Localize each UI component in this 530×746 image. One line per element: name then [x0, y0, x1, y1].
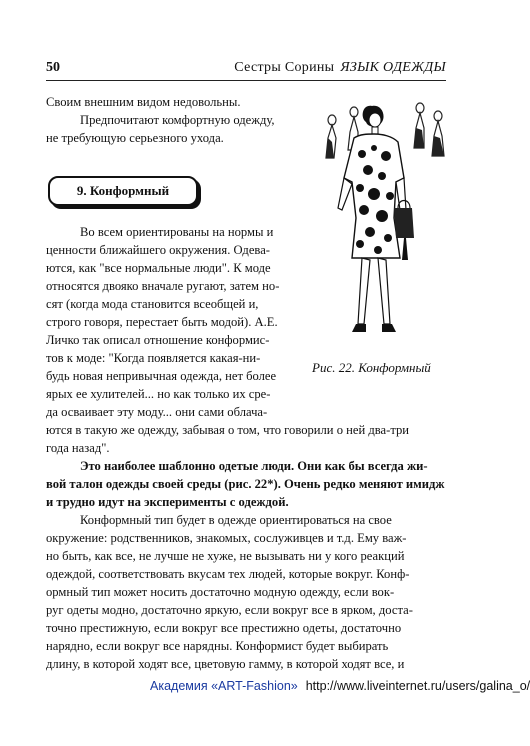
body-line: нарядно, если вокруг все нарядны. Конформист будет выбирать [46, 639, 389, 653]
body-line: длину, в которой ходят все, цветовую гамму, в которой ходят все, и [46, 657, 405, 671]
header-authors: Сестры Сорины [234, 60, 335, 75]
conformist-figure-drawing [312, 98, 448, 350]
site-watermark[interactable] [150, 679, 530, 693]
header-book-title: ЯЗЫК ОДЕЖДЫ [340, 60, 446, 75]
left-line: будь новая непривычная одежда, нет более [46, 369, 277, 383]
left-line: ярых ее хулителей... но как только их сре- [46, 387, 271, 401]
left-line: Личко так описал отношение конформис- [46, 333, 270, 347]
body-line: Конформный тип будет в одежде ориентироваться на свое [80, 513, 392, 527]
page-number: 50 [46, 60, 60, 75]
body-line: одеждой, соответствовать вкусам тех людей, которые вокруг. Конф- [46, 567, 410, 581]
section-heading-box [48, 176, 198, 206]
full-line: года назад". [46, 441, 110, 455]
running-title [234, 60, 446, 76]
left-line: строго говоря, перестает быть модой). А.Е. [46, 315, 278, 329]
left-line: ценности ближайшего окружения. Одева- [46, 243, 270, 257]
bold-line: вой талон одежды своей среды (рис. 22*). Очень редко меняют имидж [46, 477, 445, 491]
full-line: ются в такую же одежду, забывая о том, что говорили о ней два-три [46, 423, 410, 437]
left-line: Во всем ориентированы на нормы и [80, 225, 274, 239]
left-line: да осваивает эту моду... они сами облача- [46, 405, 268, 419]
bold-line: и трудно идут на эксперименты с одеждой. [46, 495, 289, 509]
left-line: относятся двояко вначале ругают, затем но- [46, 279, 280, 293]
body-line: окружение: родственников, знакомых, сослуживцев и т.д. Ему важ- [46, 531, 407, 545]
body-line: но быть, как все, не лучше не хуже, не вызывать ни у кого реакций [46, 549, 405, 563]
intro-line-2: Предпочитают комфортную одежду, [80, 113, 275, 127]
body-line: точно престижную, если вокруг все престижно одеты, достаточно [46, 621, 402, 635]
bold-line: Это наиболее шаблонно одетые люди. Они как бы всегда жи- [80, 459, 428, 473]
intro-line-3: не требующую серьезного ухода. [46, 131, 224, 145]
figure-caption: Рис. 22. Конформный [312, 360, 431, 375]
body-line: руг одеты модно, достаточно яркую, если вокруг все в ярком, доста- [46, 603, 413, 617]
watermark-label: Академия «ART-Fashion» [150, 679, 298, 693]
watermark-url[interactable]: http://www.liveinternet.ru/users/galina_o/ [305, 679, 530, 693]
section-heading: 9. Конформный [76, 183, 170, 198]
left-line: сят (когда мода становится всеобщей и, [46, 297, 259, 311]
figure-illustration [312, 98, 448, 350]
running-header [46, 58, 446, 81]
left-line: ются, как "все нормальные люди". К моде [46, 261, 271, 275]
intro-line-1: Своим внешним видом недовольны. [46, 95, 241, 109]
left-line: тов к моде: "Когда появляется какая-ни- [46, 351, 261, 365]
body-line: ормный тип может носить достаточно модную одежду, если вок- [46, 585, 395, 599]
